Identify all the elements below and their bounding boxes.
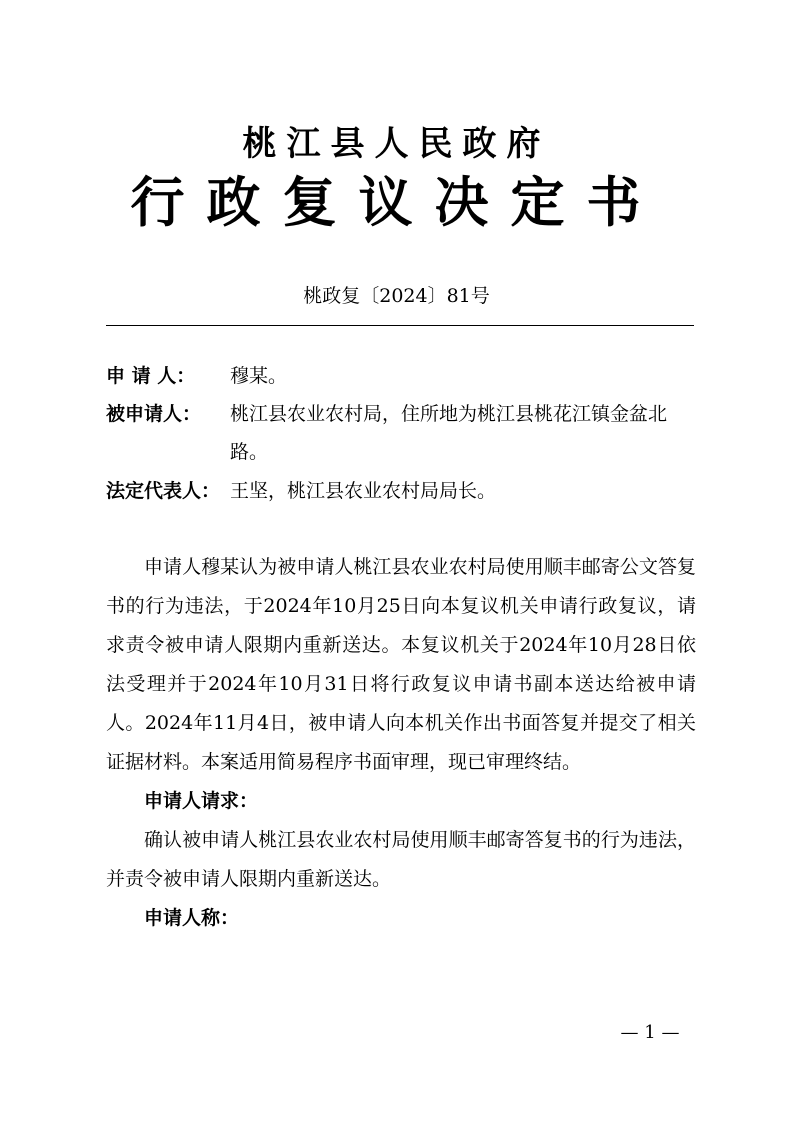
document-number: 桃政复〔2024〕81号 [303,285,490,307]
request-paragraph: 确认被申请人桃江县农业农村局使用顺丰邮寄答复书的行为违法，并责令被申请人限期内重新送达。 [106,829,696,890]
claim-heading: 申请人称： [144,907,240,929]
party-value: 王坚，桃江县农业农村局局长。 [230,480,497,502]
party-value: 穆某。 [230,365,288,387]
party-applicant [106,357,696,395]
party-respondent [106,395,696,471]
party-label: 被申请人： [106,403,202,425]
page-number: — 1 — [620,1022,680,1043]
party-legal-representative [106,472,696,510]
party-value: 桃江县农业农村局，住所地为桃江县桃花江镇金盆北路。 [230,403,668,463]
document-title: 行政复议决定书 [130,171,663,234]
header-divider [106,325,694,326]
document-body [106,548,696,938]
request-heading: 申请人请求： [144,790,259,812]
issuer-name: 桃江县人民政府 [242,124,551,164]
facts-paragraph: 申请人穆某认为被申请人桃江县农业农村局使用顺丰邮寄公文答复书的行为违法，于2024年10月25日向本复议机关申请行政复议，请求责令被申请人限期内重新送达。本复议机关于2024年10月28日依法受理并于2024年10月31日将行政复议申请书副本送达给被申请人。2024年11月4日，被申请人向本机关作出书面答复并提交了相关证据材料。本案适用简易程序书面审理，现已审理终结。 [106,556,696,773]
party-label: 申 请 人： [106,365,196,387]
party-label: 法定代表人： [106,480,221,502]
